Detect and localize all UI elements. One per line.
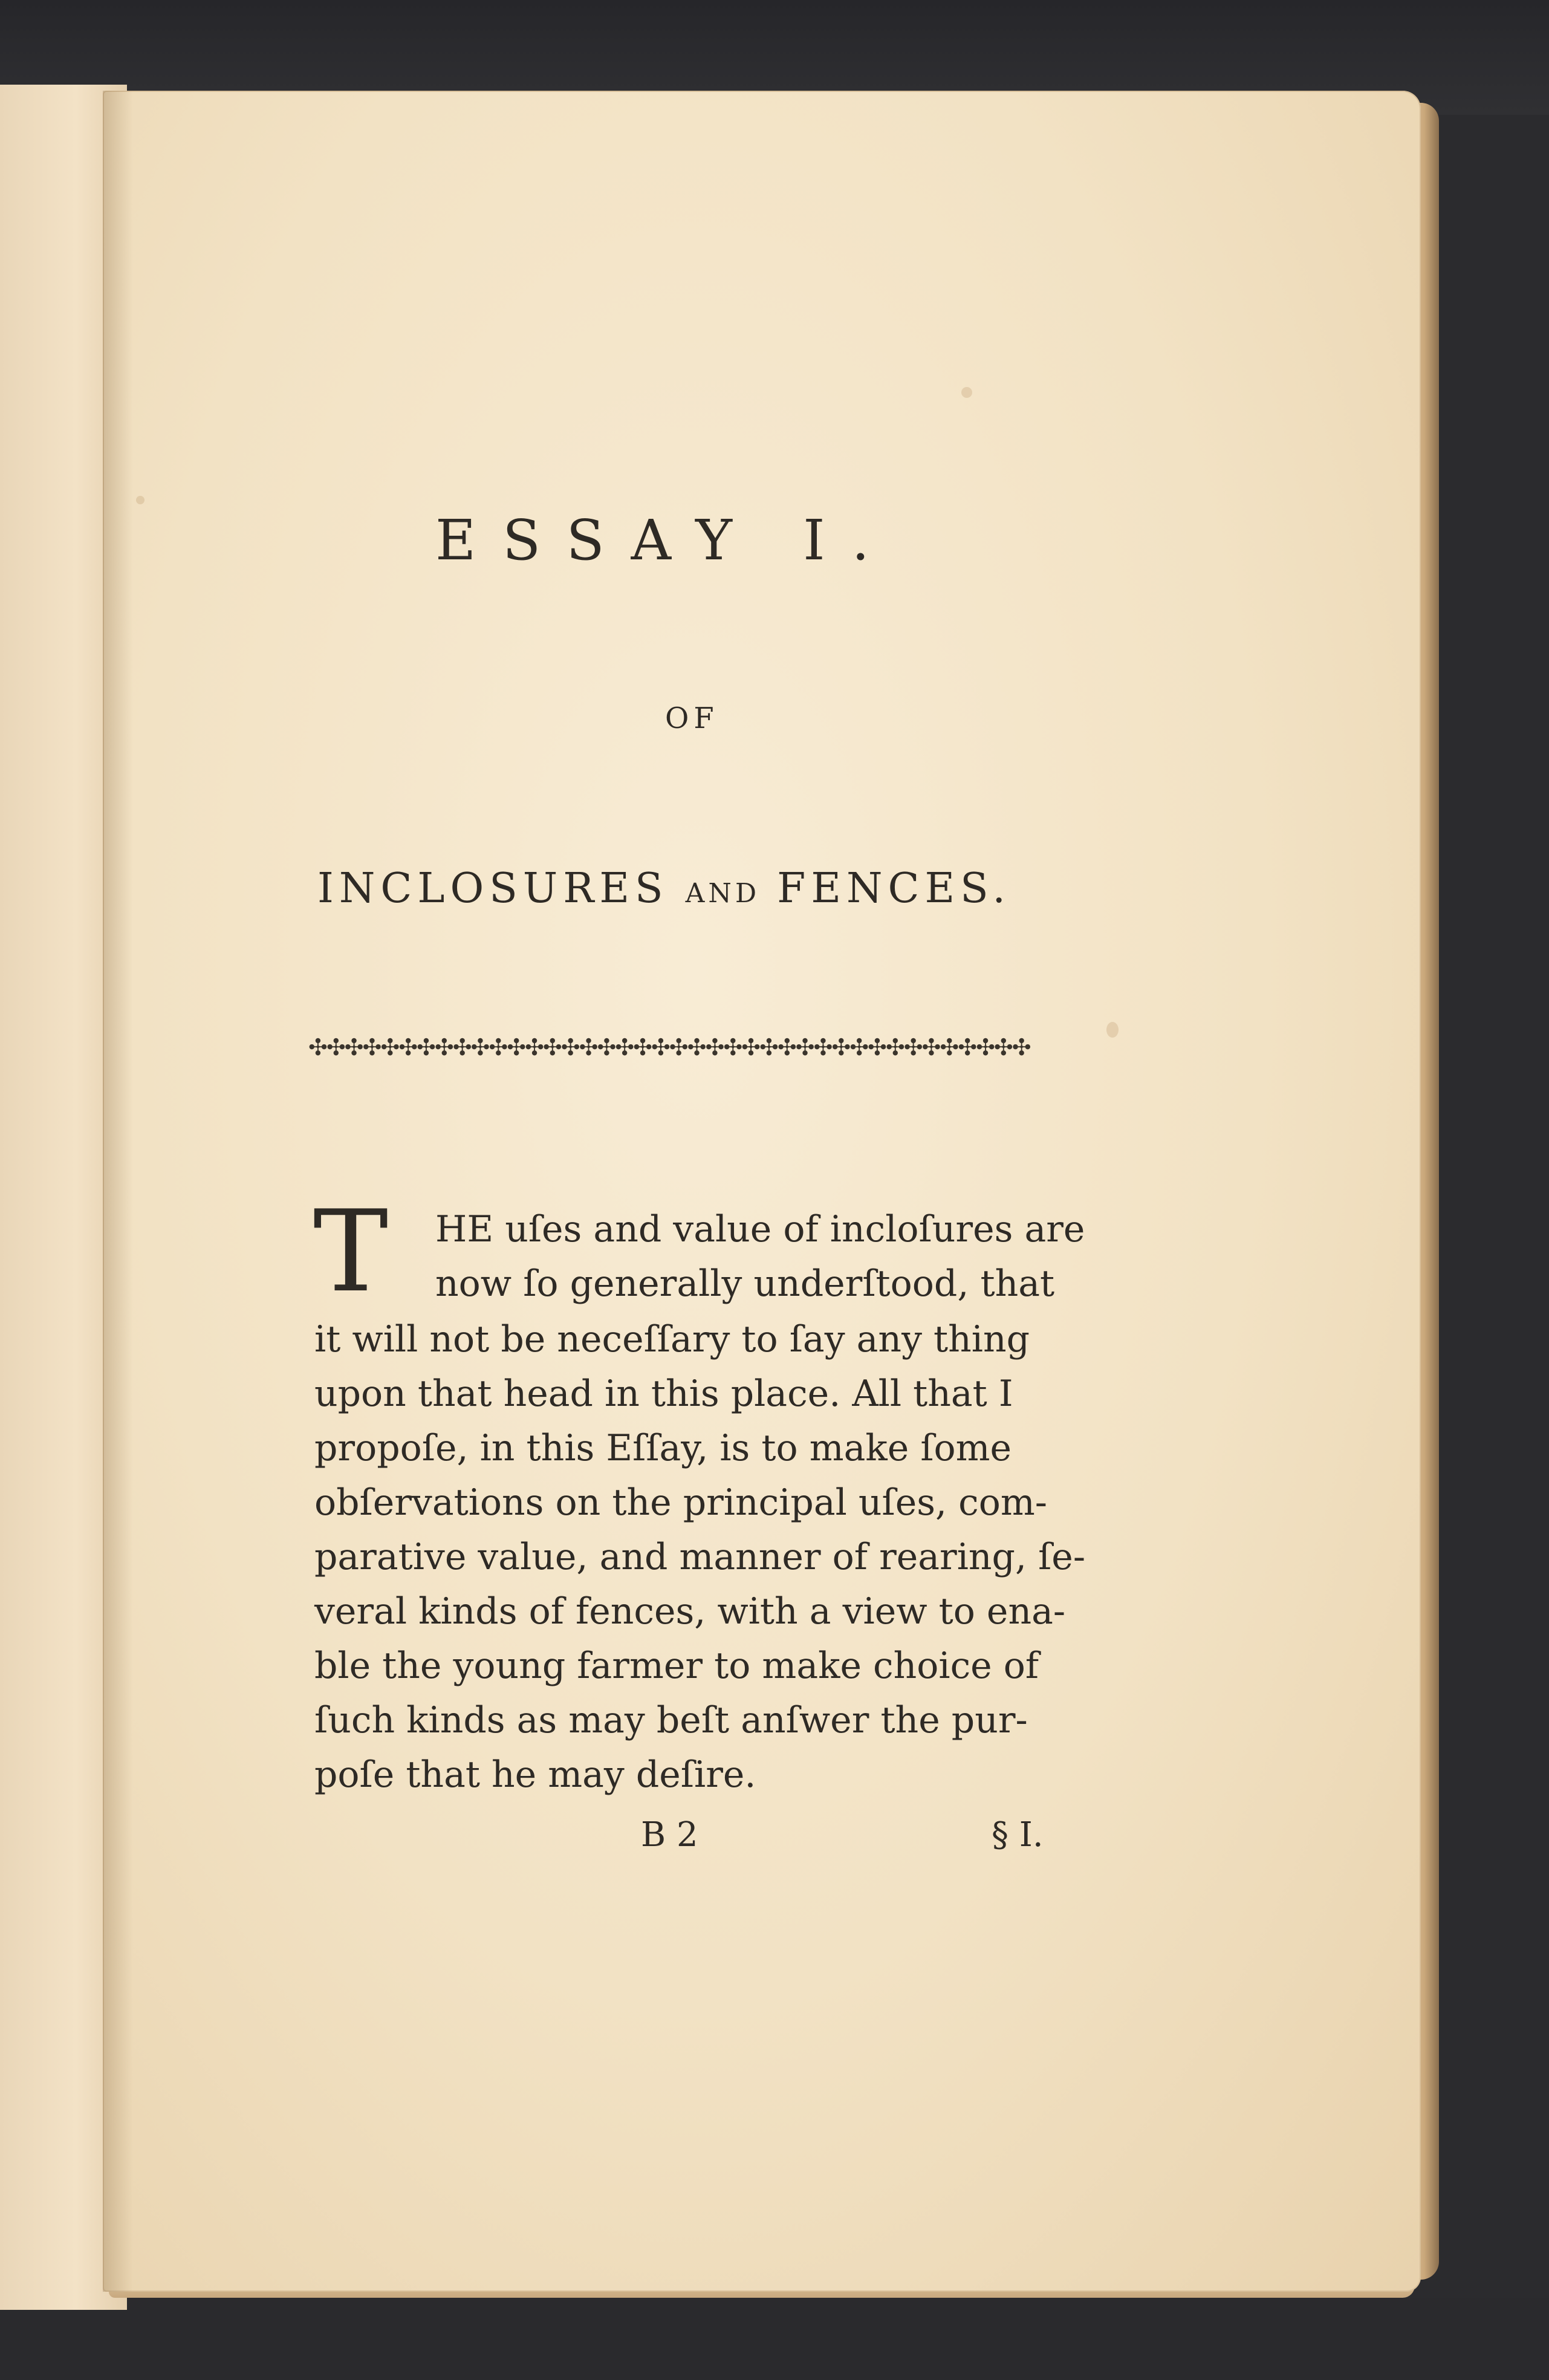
text-line: it will not be neceſſary to ſay any thing (314, 1318, 1030, 1361)
text-line: veral kinds of fences, with a view to ena- (314, 1590, 1066, 1633)
title-part2: FENCES. (777, 865, 1011, 912)
title-and: AND (685, 878, 761, 909)
text-line: now ſo generally underſtood, that (435, 1263, 1055, 1305)
book-page (103, 91, 1421, 2292)
ornamental-rule: ✣✣✣✣✣✣✣✣✣✣✣✣✣✣✣✣✣✣✣✣✣✣✣✣✣✣✣✣✣✣✣✣✣✣✣✣✣✣✣✣ (308, 1035, 1030, 1059)
page-gutter-shadow (103, 91, 133, 2292)
text-line: ſuch kinds as may beſt anſwer the pur- (314, 1699, 1028, 1741)
text-line: HE uſes and value of incloſures are (435, 1208, 1085, 1250)
text-line: propoſe, in this Eſſay, is to make ſome (314, 1427, 1012, 1469)
foxing-spot (961, 387, 972, 398)
foxing-spot (136, 496, 145, 504)
chapter-title (317, 865, 1103, 912)
text-line: parative value, and manner of rearing, ſe- (314, 1536, 1086, 1578)
signature-mark: B 2 (641, 1815, 698, 1855)
text-line: obſervations on the principal uſes, com- (314, 1481, 1048, 1524)
essay-heading: ESSAY I. (435, 508, 896, 573)
text-line: ble the young farmer to make choice of (314, 1645, 1039, 1687)
drop-cap: T (313, 1186, 389, 1317)
text-line: poſe that he may deſire. (314, 1754, 756, 1796)
of-heading: OF (665, 701, 719, 735)
title-part1: INCLOSURES (317, 865, 669, 912)
background-bottom (0, 2298, 1549, 2380)
foxing-spot (1106, 1022, 1119, 1038)
catchword: § I. (992, 1815, 1044, 1855)
text-line: upon that head in this place. All that I (314, 1373, 1013, 1415)
